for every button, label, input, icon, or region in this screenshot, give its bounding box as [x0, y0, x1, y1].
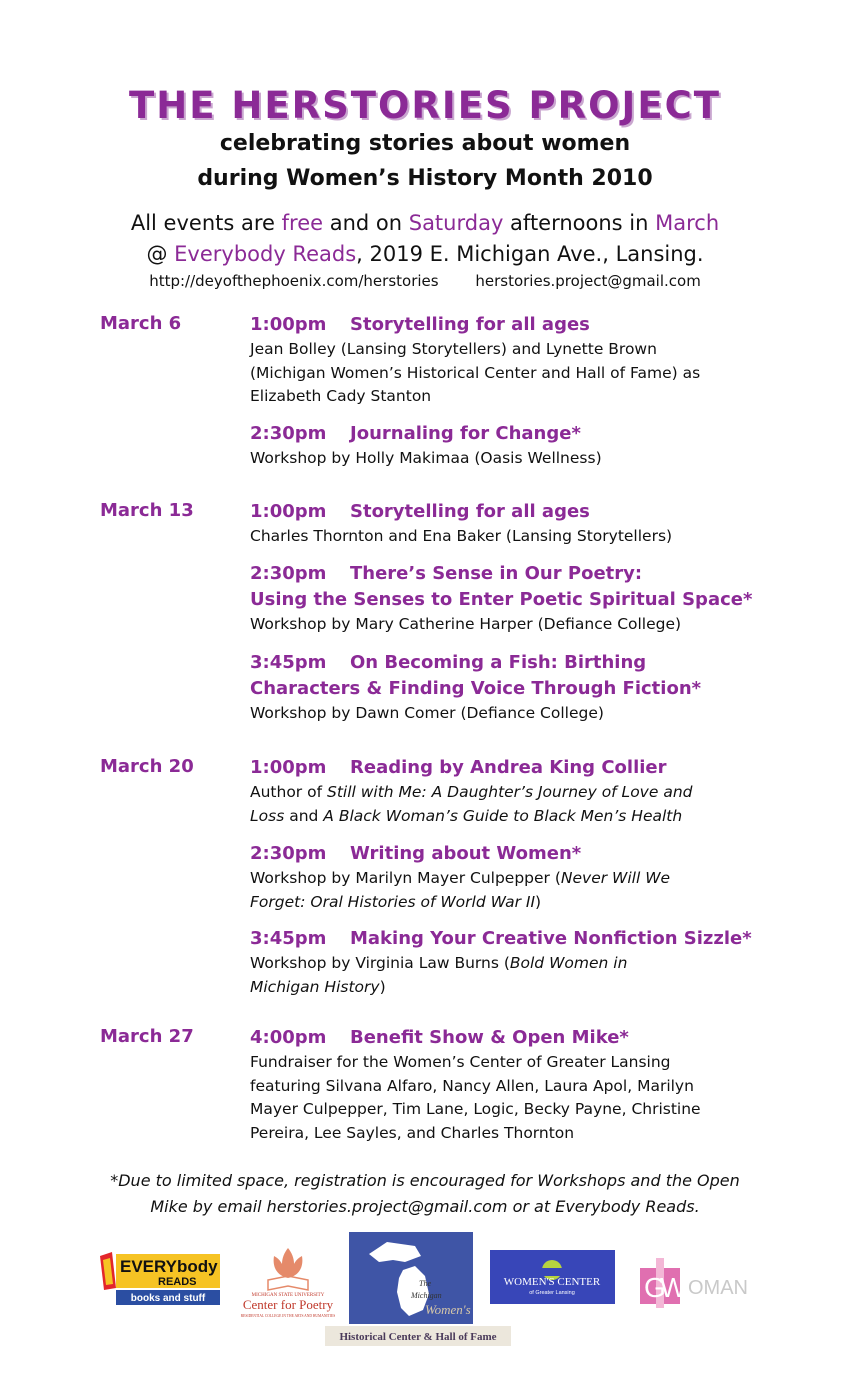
logo-text: of Greater Lansing [529, 1290, 575, 1296]
book-title: Michigan History [250, 977, 380, 996]
info-text: afternoons in [503, 211, 656, 235]
event-title: Storytelling for all ages [350, 314, 590, 335]
logo-text: The [419, 1279, 431, 1288]
event-title-cont: Characters & Finding Voice Through Fiction* [250, 678, 702, 699]
event-desc: Workshop by Holly Makimaa (Oasis Wellness) [250, 449, 602, 467]
event-desc: ) [379, 977, 386, 996]
event-title: On Becoming a Fish: Birthing [350, 652, 647, 673]
book-title: Loss [250, 806, 285, 825]
subtitle-line-2: during Women’s History Month 2010 [197, 166, 653, 191]
logo-text: READS [158, 1276, 197, 1288]
note-line: *Due to limited space, registration is encouraged for Workshops and the Open [110, 1171, 740, 1190]
links-line [0, 272, 850, 290]
logo-text: Center for Poetry [242, 1297, 334, 1312]
event-title: Benefit Show & Open Mike* [350, 1027, 629, 1048]
info-march: March [655, 211, 720, 235]
michigan-womens-historical-center-logo [325, 1232, 511, 1348]
event-block [250, 421, 770, 471]
event-block [250, 499, 770, 549]
everybody-reads-logo [98, 1250, 222, 1306]
event-desc: Author of [250, 783, 327, 801]
event-desc: featuring Silvana Alfaro, Nancy Allen, Laura Apol, Marilyn [250, 1076, 694, 1095]
event-block [250, 561, 770, 637]
event-block [250, 312, 770, 409]
info-text: All events are [130, 211, 282, 235]
event-time: 3:45pm [250, 652, 327, 673]
event-desc: (Michigan Women’s Historical Center and Hall of Fame) as [250, 363, 701, 382]
book-title: Forget: Oral Histories of World War II [250, 892, 536, 911]
logo-text: WOMEN'S CENTER [503, 1276, 601, 1288]
event-desc: Mayer Culpepper, Tim Lane, Logic, Becky Payne, Christine [250, 1100, 701, 1118]
event-desc: Pereira, Lee Sayles, and Charles Thornton [250, 1123, 575, 1142]
event-desc: and [284, 806, 324, 825]
event-desc: Workshop by Marilyn Mayer Culpepper ( [250, 869, 561, 887]
date-march-13: March 13 [100, 500, 194, 521]
womens-center-logo [490, 1250, 615, 1304]
subtitle-line-1: celebrating stories about women [219, 131, 631, 156]
event-title: Storytelling for all ages [350, 501, 590, 522]
date-march-6: March 6 [100, 313, 182, 334]
book-title: Never Will We [560, 869, 671, 887]
womens-center-logo-art [490, 1250, 615, 1304]
event-time: 2:30pm [250, 563, 327, 584]
event-title: Making Your Creative Nonfiction Sizzle* [350, 928, 752, 949]
event-title: Journaling for Change* [350, 423, 581, 444]
website-link[interactable]: http://deyofthephoenix.com/herstories [149, 272, 439, 290]
event-desc: Elizabeth Cady Stanton [250, 387, 432, 405]
event-desc: Fundraiser for the Women’s Center of Greater Lansing [250, 1053, 671, 1071]
event-desc: Workshop by Dawn Comer (Defiance College) [250, 704, 604, 722]
logo-text: RESIDENTIAL COLLEGE IN THE ARTS AND HUMANITIES [240, 1314, 336, 1318]
event-title-cont: Using the Senses to Enter Poetic Spiritual Space* [250, 589, 753, 610]
michigan-womens-logo-art [325, 1232, 511, 1348]
date-march-27: March 27 [100, 1026, 194, 1047]
everybody-reads-logo-art [98, 1250, 222, 1306]
info-line-2 [0, 242, 850, 266]
logo-text: books and stuff [130, 1293, 206, 1304]
logo-text: Historical Center & Hall of Fame [339, 1331, 497, 1343]
event-time: 2:30pm [250, 423, 327, 444]
book-title: Still with Me: A Daughter’s Journey of Love and [326, 783, 693, 801]
logo-text: OMAN [688, 1277, 748, 1299]
event-block [250, 650, 770, 726]
event-desc: ) [535, 892, 542, 911]
event-desc: Charles Thornton and Ena Baker (Lansing Storytellers) [250, 527, 673, 545]
event-title: Reading by Andrea King Collier [350, 757, 667, 778]
registration-note [90, 1168, 760, 1220]
logo-text: W [660, 1272, 687, 1303]
event-block [250, 926, 770, 999]
logo-text: G [644, 1272, 666, 1303]
info-free: free [281, 211, 324, 235]
event-block [250, 1025, 770, 1145]
book-title: Bold Women in [509, 954, 628, 972]
event-title: Writing about Women* [350, 843, 582, 864]
event-block [250, 755, 770, 828]
email-link[interactable]: herstories.project@gmail.com [475, 272, 701, 290]
info-venue: Everybody Reads [174, 242, 357, 266]
date-march-20: March 20 [100, 756, 194, 777]
info-text: and on [323, 211, 409, 235]
event-time: 1:00pm [250, 501, 327, 522]
event-time: 3:45pm [250, 928, 327, 949]
event-desc: Jean Bolley (Lansing Storytellers) and Lynette Brown [250, 340, 657, 358]
event-time: 1:00pm [250, 314, 327, 335]
book-title: A Black Woman’s Guide to Black Men’s Health [323, 806, 683, 825]
gwoman-logo [636, 1254, 761, 1310]
event-time: 2:30pm [250, 843, 327, 864]
event-time: 4:00pm [250, 1027, 327, 1048]
page-title: THE HERSTORIES PROJECT [129, 84, 721, 127]
note-line: Mike by email herstories.project@gmail.com or at Everybody Reads. [150, 1197, 700, 1216]
info-address: , 2019 E. Michigan Ave., Lansing. [356, 242, 704, 266]
info-saturday: Saturday [408, 211, 504, 235]
logo-text: EVERYbody [120, 1257, 218, 1276]
info-line-1 [0, 211, 850, 235]
event-block [250, 841, 770, 914]
info-at: @ [146, 242, 175, 266]
event-desc: Workshop by Mary Catherine Harper (Defiance College) [250, 615, 682, 633]
logo-text: Women's [425, 1302, 471, 1317]
event-time: 1:00pm [250, 757, 327, 778]
logo-text: MICHIGAN STATE UNIVERSITY [251, 1293, 325, 1298]
logo-text: Michigan [411, 1291, 442, 1300]
event-title: There’s Sense in Our Poetry: [350, 563, 643, 584]
event-desc: Workshop by Virginia Law Burns ( [250, 954, 510, 972]
gwoman-logo-art [636, 1254, 761, 1310]
